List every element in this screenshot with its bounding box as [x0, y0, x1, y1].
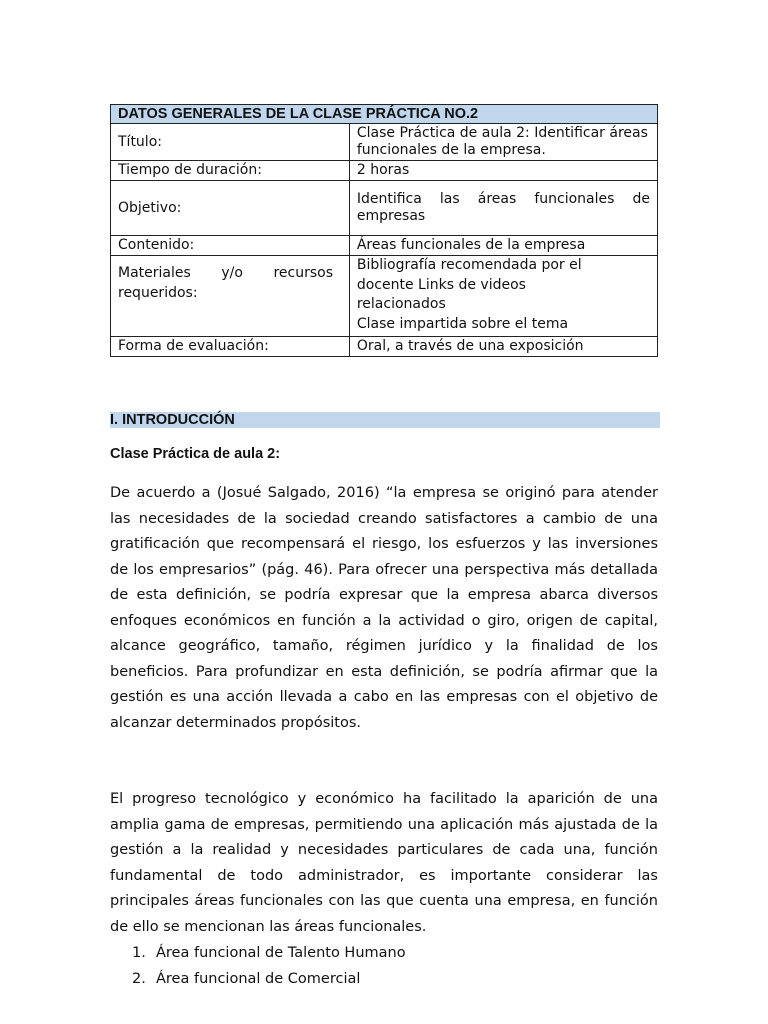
materiales-value: [349, 256, 657, 337]
table-row: [111, 337, 658, 357]
titulo-label: Título:: [111, 124, 350, 161]
evaluacion-value: Oral, a través de una exposición: [349, 337, 657, 357]
table-row: [111, 124, 658, 161]
table-row: [111, 256, 658, 337]
list-item: [110, 941, 658, 967]
list-item-text: Área funcional de Talento Humano: [156, 945, 406, 961]
objetivo-value-line: empresas: [356, 208, 426, 224]
titulo-value-line: Clase Práctica de aula 2: Identificar áreas: [356, 125, 648, 141]
tiempo-value: 2 horas: [349, 161, 657, 181]
titulo-value-line: funcionales de la empresa.: [356, 142, 546, 158]
contenido-label: Contenido:: [111, 236, 350, 256]
list-item: [110, 967, 658, 993]
table-row: [111, 161, 658, 181]
materiales-label-text: Materiales y/o recursos requeridos:: [118, 265, 333, 301]
list-item-number: 1.: [132, 945, 146, 961]
table-row: [111, 236, 658, 256]
contenido-value: Áreas funcionales de la empresa: [349, 236, 657, 256]
list-item-text: Área funcional de Comercial: [156, 970, 361, 987]
list-item-number: 2.: [132, 970, 146, 987]
functional-areas-list: [110, 941, 658, 992]
table-header-row: [111, 105, 658, 124]
objetivo-value: [349, 181, 657, 236]
materiales-value-line: relacionados: [356, 296, 446, 312]
class-info-table: [110, 104, 658, 357]
section-title: I. INTRODUCCIÓN: [110, 412, 660, 428]
materiales-label: [111, 256, 350, 337]
tiempo-label: Tiempo de duración:: [111, 161, 350, 181]
materiales-value-line: docente Links de videos: [356, 276, 526, 293]
evaluacion-label: Forma de evaluación:: [111, 337, 350, 357]
intro-paragraph: El progreso tecnológico y económico ha facilitado la aparición de una amplia gama de empresas, permitiendo una aplicación más ajustada de la gestión a la realidad y necesidades particulares de cada una, función fundamental de todo administrador, es importante considerar las principales áreas funcionales con las que cuenta una empresa, en función de ello se mencionan las áreas funcionales.: [110, 791, 658, 935]
subheading: Clase Práctica de aula 2:: [110, 446, 281, 462]
table-header: DATOS GENERALES DE LA CLASE PRÁCTICA NO.2: [111, 105, 658, 124]
table-row: [111, 181, 658, 236]
objetivo-label: Objetivo:: [111, 181, 350, 236]
intro-paragraph: De acuerdo a (Josué Salgado, 2016) “la empresa se originó para atender las necesidades de la sociedad creando satisfactores a cambio de una gratificación que recompensará el riesgo, los esfuerzos y las inversiones de los empresarios” (pág. 46). Para ofrecer una perspectiva más detallada de esta definición, se podría expresar que la empresa abarca diversos enfoques económicos en función a la actividad o giro, origen de capital, alcance geográfico, tamaño, régimen jurídico y la finalidad de los beneficios. Para profundizar en esta definición, se podría afirmar que la gestión es una acción llevada a cabo en las empresas con el objetivo de alcanzar determinados propósitos.: [110, 485, 658, 731]
materiales-value-line: Bibliografía recomendada por el: [356, 257, 582, 273]
objetivo-value-line: Identifica las áreas funcionales de: [356, 191, 650, 207]
titulo-value: [349, 124, 657, 161]
materiales-value-line: Clase impartida sobre el tema: [356, 315, 569, 332]
